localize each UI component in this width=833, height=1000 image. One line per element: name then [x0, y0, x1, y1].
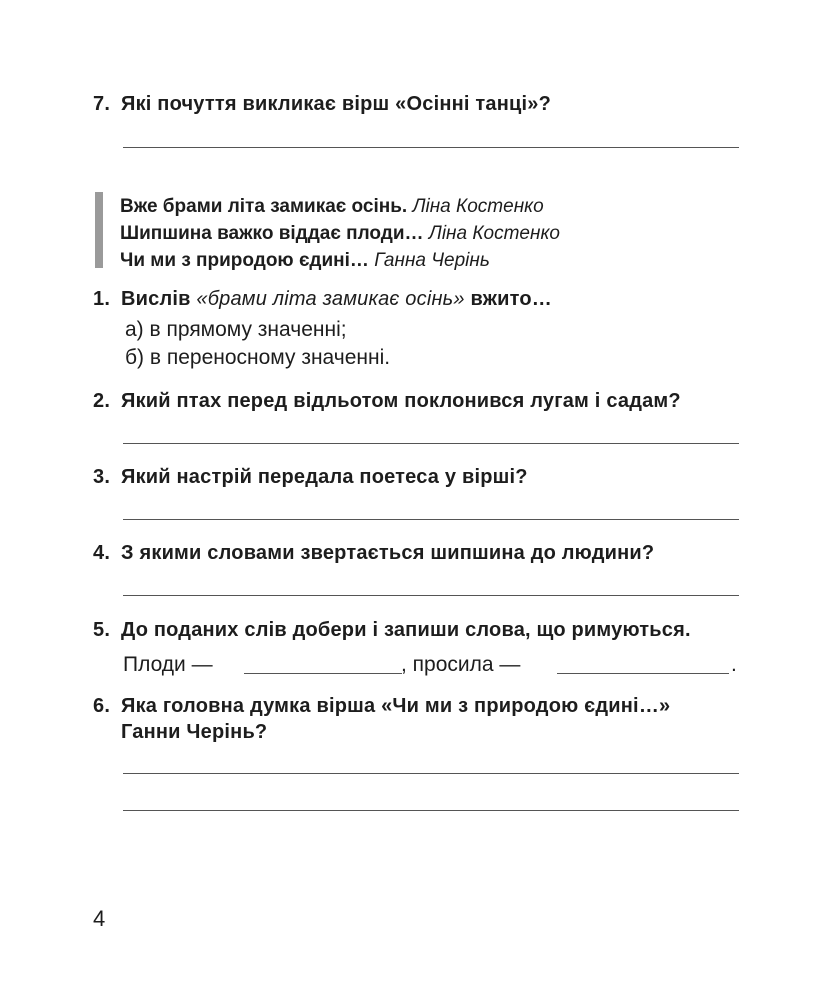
question-text: До поданих слів добери і запиши слова, що римуються. [121, 619, 691, 641]
quoted-phrase: «брами літа замикає осінь» [196, 288, 465, 310]
question-3 [93, 466, 528, 489]
option-a[interactable]: а) в прямому значенні; [125, 318, 347, 341]
question-7 [93, 93, 551, 116]
quote-1 [120, 196, 544, 218]
page-number: 4 [93, 906, 106, 931]
question-number: 3. [93, 466, 111, 488]
question-text: Який птах перед відльотом поклонився лугам і садам? [121, 390, 681, 412]
option-b[interactable]: б) в переносному значенні. [125, 346, 391, 369]
question-5 [93, 619, 691, 642]
answer-line[interactable] [123, 519, 739, 520]
answer-line[interactable] [123, 443, 739, 444]
quote-text: Шипшина важко віддає плоди… [120, 223, 424, 244]
answer-blank-1[interactable] [244, 673, 402, 674]
quote-3 [120, 250, 490, 272]
end-period: . [731, 653, 737, 676]
question-text: Яка головна думка вірша «Чи ми з природою єдині…» [121, 695, 671, 717]
question-number: 2. [93, 390, 111, 412]
answer-line[interactable] [123, 147, 739, 148]
answer-line[interactable] [123, 773, 739, 774]
quote-bar [95, 192, 103, 268]
quote-text: Чи ми з природою єдині… [120, 250, 369, 271]
quote-2 [120, 223, 560, 245]
quote-author: Ганна Черінь [374, 250, 490, 271]
question-1 [93, 288, 552, 311]
rhyme-word-2: , просила — [401, 653, 521, 676]
question-text-end: вжито… [470, 288, 552, 310]
question-text-start: Вислів [121, 288, 191, 310]
answer-blank-2[interactable] [557, 673, 729, 674]
question-text: Які почуття викликає вірш «Осінні танці»? [121, 93, 551, 115]
rhyme-word-1: Плоди — [123, 653, 213, 676]
question-6 [93, 695, 670, 718]
question-number: 6. [93, 695, 111, 717]
question-4 [93, 542, 654, 565]
answer-line[interactable] [123, 810, 739, 811]
question-text: З якими словами звертається шипшина до людини? [121, 542, 655, 564]
question-number: 5. [93, 619, 111, 641]
quote-author: Ліна Костенко [428, 223, 560, 244]
quote-author: Ліна Костенко [412, 196, 544, 217]
question-number: 1. [93, 288, 111, 310]
question-2 [93, 390, 681, 413]
answer-line[interactable] [123, 595, 739, 596]
question-number: 4. [93, 542, 111, 564]
question-6-line-2: Ганни Черінь? [121, 721, 268, 743]
quote-text: Вже брами літа замикає осінь. [120, 196, 408, 217]
question-text: Який настрій передала поетеса у вірші? [121, 466, 528, 488]
question-number: 7. [93, 93, 111, 115]
